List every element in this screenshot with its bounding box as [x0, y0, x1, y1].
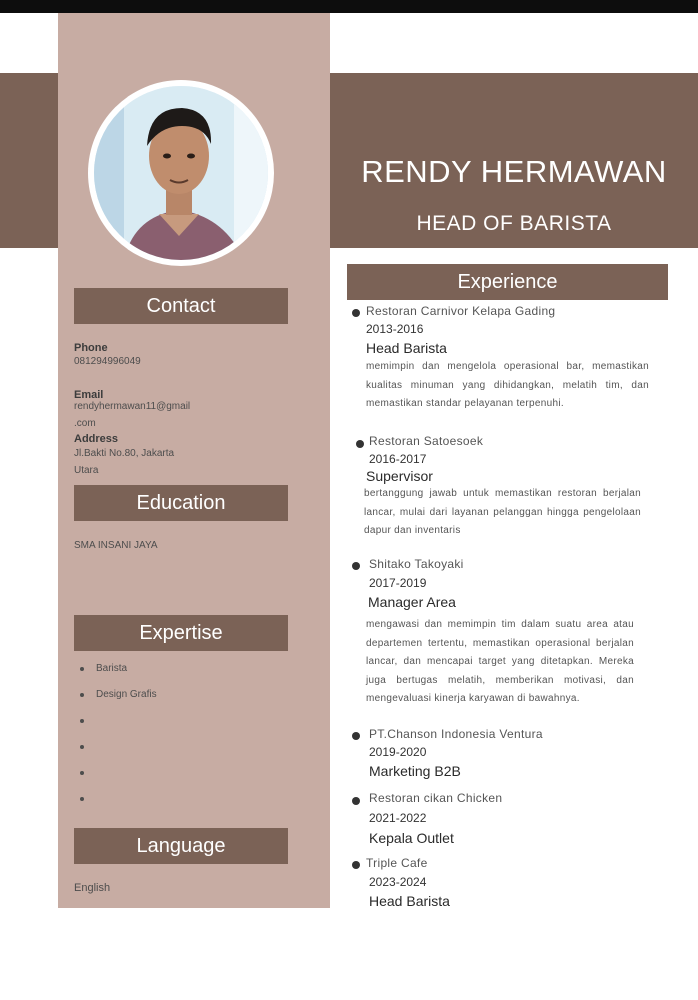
experience-company: Restoran Satoesoek — [369, 434, 484, 448]
experience-position: Head Barista — [369, 893, 450, 909]
experience-years: 2021-2022 — [369, 811, 427, 825]
expertise-item: Barista — [78, 662, 157, 688]
expertise-item — [78, 766, 157, 792]
timeline-bullet — [352, 797, 360, 805]
timeline-bullet — [352, 309, 360, 317]
expertise-item — [78, 792, 157, 818]
email-value-line2: .com — [74, 418, 96, 429]
expertise-item — [78, 740, 157, 766]
experience-company: PT.Chanson Indonesia Ventura — [369, 727, 543, 741]
timeline-bullet — [352, 562, 360, 570]
phone-label: Phone — [74, 342, 108, 354]
candidate-name: RENDY HERMAWAN — [361, 154, 667, 189]
experience-position: Marketing B2B — [369, 763, 461, 779]
phone-value: 081294996049 — [74, 356, 141, 367]
experience-company: Restoran cikan Chicken — [369, 791, 503, 805]
experience-company: Shitako Takoyaki — [369, 557, 464, 571]
language-value: English — [74, 882, 111, 894]
experience-position: Kepala Outlet — [369, 830, 454, 846]
experience-company: Restoran Carnivor Kelapa Gading — [366, 304, 556, 318]
email-label: Email — [74, 389, 104, 401]
experience-description: bertanggung jawab untuk memastikan restoran berjalan lancar, mulai dari layanan pelanggan hingga pengelolaan dapur dan inventaris — [364, 488, 641, 536]
expertise-item — [78, 714, 157, 740]
timeline-bullet — [352, 861, 360, 869]
experience-description: memimpin dan mengelola operasional bar, memastikan kualitas minuman yang dihidangkan, melatih tim, dan memastikan standar pelayanan terpenuhi. — [366, 361, 649, 409]
person-portrait-image — [94, 86, 268, 260]
email-value-line1: rendyhermawan11@gmail — [74, 401, 191, 412]
experience-years: 2016-2017 — [369, 452, 427, 466]
expertise-item: Design Grafis — [78, 688, 157, 714]
education-heading: Education — [74, 485, 288, 521]
timeline-bullet — [356, 440, 364, 448]
experience-years: 2023-2024 — [369, 875, 427, 889]
candidate-role: HEAD OF BARISTA — [416, 212, 612, 235]
address-line1: Jl.Bakti No.80, Jakarta — [74, 448, 175, 459]
address-line2: Utara — [74, 465, 99, 476]
experience-years: 2017-2019 — [369, 576, 427, 590]
language-heading: Language — [74, 828, 288, 864]
experience-position: Supervisor — [366, 468, 433, 484]
expertise-heading: Expertise — [74, 615, 288, 651]
contact-heading: Contact — [74, 288, 288, 324]
timeline-bullet — [352, 732, 360, 740]
experience-company: Triple Cafe — [366, 856, 428, 870]
expertise-list — [78, 662, 157, 818]
profile-photo — [94, 86, 268, 260]
address-label: Address — [74, 433, 119, 445]
experience-description: mengawasi dan memimpin tim dalam suatu area atau departemen tertentu, memastikan operasional berjalan lancar, dan mencapai target yang ditetapkan. Mereka juga bertugas melatih, memberikan motivasi, dan mengevaluasi kinerja karyawan di bawahnya. — [366, 619, 634, 704]
experience-years: 2019-2020 — [369, 745, 427, 759]
education-value: SMA INSANI JAYA — [74, 540, 158, 551]
experience-position: Head Barista — [366, 340, 447, 356]
experience-years: 2013-2016 — [366, 322, 424, 336]
top-bar — [0, 0, 698, 13]
experience-position: Manager Area — [368, 594, 456, 610]
experience-heading: Experience — [347, 264, 668, 300]
